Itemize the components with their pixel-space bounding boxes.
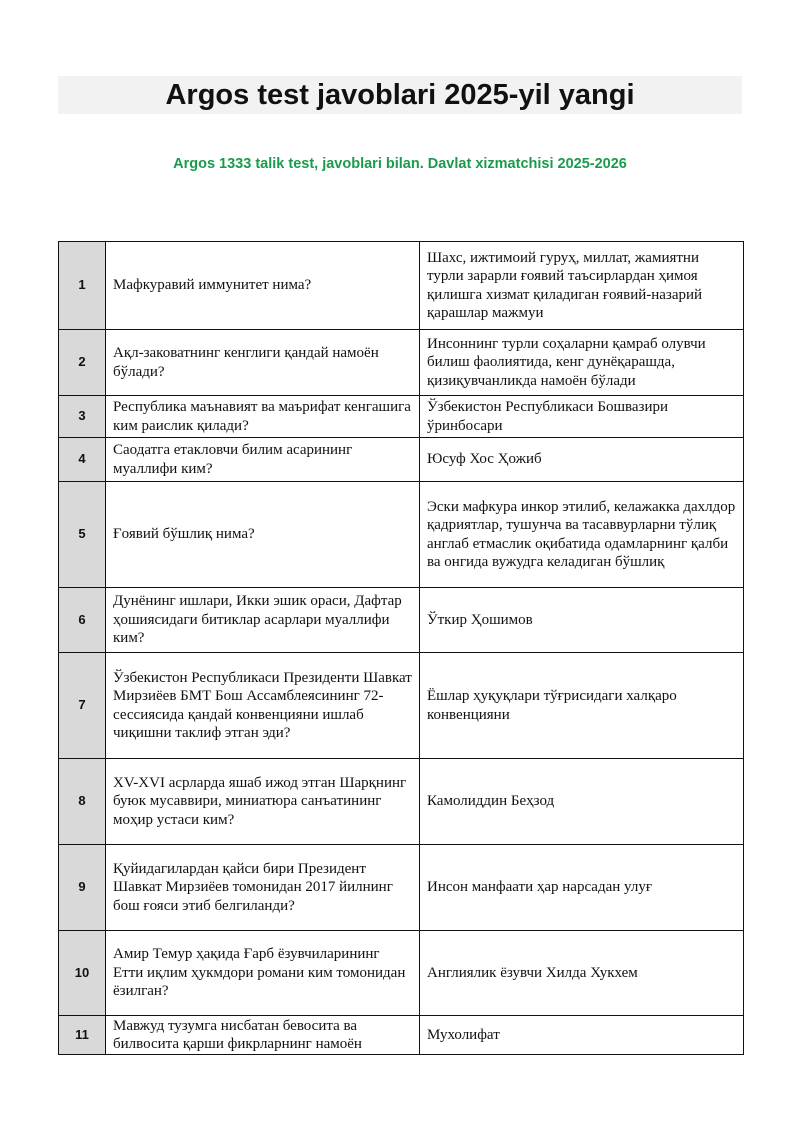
row-number: 6 (59, 588, 106, 653)
row-number: 5 (59, 482, 106, 588)
table-row (59, 588, 744, 653)
answer-cell: Эски мафкура инкор этилиб, келажакка дахлдор қадриятлар, тушунча ва тасаввурларни тўлиқ англаб етмаслик оқибатида одамларнинг қалби ва онгида вужудга келадиган бўшлиқ (420, 482, 744, 588)
row-number: 8 (59, 759, 106, 845)
row-number: 11 (59, 1016, 106, 1055)
row-number: 9 (59, 845, 106, 931)
table-row (59, 242, 744, 330)
answer-cell: Мухолифат (420, 1016, 744, 1055)
question-cell: Амир Темур ҳақида Ғарб ёзувчиларининг Етти иқлим ҳукмдори романи ким томонидан ёзилган? (106, 931, 420, 1016)
row-number: 4 (59, 438, 106, 482)
table-row (59, 1016, 744, 1055)
answer-cell: Инсоннинг турли соҳаларни қамраб олувчи билиш фаолиятида, кенг дунёқарашда, қизиқувчанликда намоён бўлади (420, 330, 744, 396)
answer-cell: Шахс, ижтимоий гуруҳ, миллат, жамиятни турли зарарли ғоявий таъсирлардан ҳимоя қилишга хизмат қиладиган ғоявий-назарий қарашлар мажмуи (420, 242, 744, 330)
question-cell: Қуйидагилардан қайси бири Президент Шавкат Мирзиёев томонидан 2017 йилнинг бош ғояси этиб белгиланди? (106, 845, 420, 931)
answer-cell: Инсон манфаати ҳар нарсадан улуғ (420, 845, 744, 931)
question-cell: Саодатга етакловчи билим асарининг муаллифи ким? (106, 438, 420, 482)
question-cell: Республика маънавият ва маърифат кенгашига ким раислик қилади? (106, 396, 420, 438)
row-number: 2 (59, 330, 106, 396)
question-cell: Дунёнинг ишлари, Икки эшик ораси, Дафтар ҳошиясидаги битиклар асарлари муаллифи ким? (106, 588, 420, 653)
table-row (59, 330, 744, 396)
table-row (59, 396, 744, 438)
row-number: 7 (59, 653, 106, 759)
question-cell: Мавжуд тузумга нисбатан бевосита ва билвосита қарши фикрларнинг намоён (106, 1016, 420, 1055)
page-subtitle: Argos 1333 talik test, javoblari bilan. Davlat xizmatchisi 2025-2026 (173, 156, 627, 172)
question-cell: Ўзбекистон Республикаси Президенти Шавкат Мирзиёев БМТ Бош Ассамблеясининг 72-сессиясида қандай конвенцияни ишлаб чиқишни таклиф этган эди? (106, 653, 420, 759)
qa-table (58, 241, 744, 1055)
question-cell: Ақл-заковатнинг кенглиги қандай намоён бўлади? (106, 330, 420, 396)
answer-cell: Камолиддин Беҳзод (420, 759, 744, 845)
row-number: 3 (59, 396, 106, 438)
question-cell: Ғоявий бўшлиқ нима? (106, 482, 420, 588)
table-row (59, 482, 744, 588)
table-row (59, 845, 744, 931)
table-row (59, 931, 744, 1016)
question-cell: XV-XVI асрларда яшаб ижод этган Шарқнинг буюк мусаввири, миниатюра санъатининг моҳир устаси ким? (106, 759, 420, 845)
answer-cell: Англиялик ёзувчи Хилда Хукхем (420, 931, 744, 1016)
row-number: 1 (59, 242, 106, 330)
table-row (59, 438, 744, 482)
page-title: Argos test javoblari 2025-yil yangi (165, 79, 635, 111)
question-cell: Мафкуравий иммунитет нима? (106, 242, 420, 330)
answer-cell: Ўзбекистон Республикаси Бошвазири ўринбосари (420, 396, 744, 438)
answer-cell: Юсуф Хос Ҳожиб (420, 438, 744, 482)
answer-cell: Ёшлар ҳуқуқлари тўғрисидаги халқаро конвенцияни (420, 653, 744, 759)
table-row (59, 759, 744, 845)
table-row (59, 653, 744, 759)
row-number: 10 (59, 931, 106, 1016)
answer-cell: Ўткир Ҳошимов (420, 588, 744, 653)
